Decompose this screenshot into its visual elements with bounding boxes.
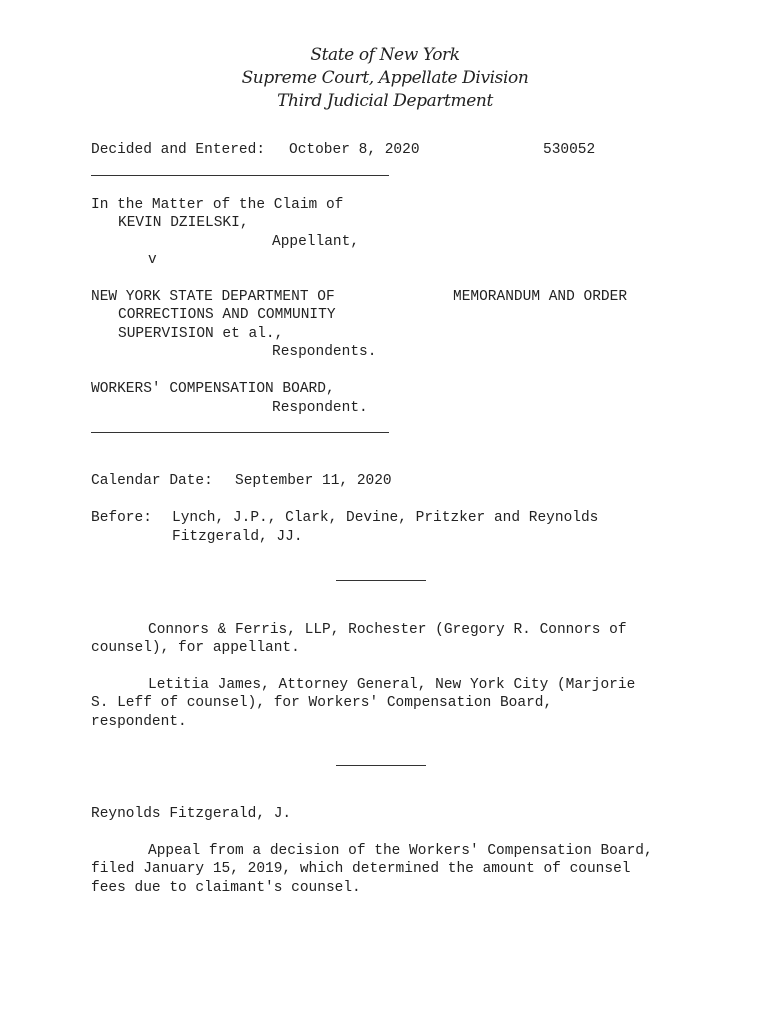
board-counsel-line-3: respondent. — [91, 714, 187, 730]
respondents-role: Respondents. — [272, 344, 377, 360]
opinion-line-1: Appeal from a decision of the Workers' Compensation Board, — [148, 843, 653, 859]
decided-date: October 8, 2020 — [289, 142, 420, 158]
before-label: Before: — [91, 510, 152, 526]
docket-number: 530052 — [543, 142, 596, 158]
respondent-line-2: CORRECTIONS AND COMMUNITY — [118, 307, 336, 323]
board-counsel-line-1: Letitia James, Attorney General, New York City (Marjorie — [148, 677, 636, 693]
board-role: Respondent. — [272, 400, 368, 416]
court-header — [0, 44, 770, 113]
claimant-role: Appellant, — [272, 234, 360, 250]
court-state: State of New York — [310, 45, 460, 65]
court-name: Supreme Court, Appellate Division — [241, 68, 529, 88]
caption-bottom-rule — [91, 432, 389, 433]
caption-matter-line: In the Matter of the Claim of — [91, 197, 344, 213]
caption-top-rule — [91, 175, 389, 176]
board-counsel-line-2: S. Leff of counsel), for Workers' Compensation Board, — [91, 695, 553, 711]
section-divider-1 — [336, 580, 426, 581]
section-divider-2 — [336, 765, 426, 766]
claimant-name: KEVIN DZIELSKI, — [118, 215, 249, 231]
calendar-date: September 11, 2020 — [235, 473, 392, 489]
versus: v — [148, 252, 157, 268]
respondent-line-3: SUPERVISION et al., — [118, 326, 284, 342]
appellant-counsel-line-1: Connors & Ferris, LLP, Rochester (Gregory R. Connors of — [148, 622, 627, 638]
decided-label: Decided and Entered: — [91, 142, 266, 158]
opinion-author: Reynolds Fitzgerald, J. — [91, 806, 292, 822]
board-name: WORKERS' COMPENSATION BOARD, — [91, 381, 335, 397]
panel-line-1: Lynch, J.P., Clark, Devine, Pritzker and Reynolds — [172, 510, 599, 526]
appellant-counsel-line-2: counsel), for appellant. — [91, 640, 300, 656]
opinion-line-2: filed January 15, 2019, which determined the amount of counsel — [91, 861, 631, 877]
panel-line-2: Fitzgerald, JJ. — [172, 529, 303, 545]
opinion-line-3: fees due to claimant's counsel. — [91, 880, 361, 896]
respondent-line-1: NEW YORK STATE DEPARTMENT OF — [91, 289, 335, 305]
calendar-label: Calendar Date: — [91, 473, 213, 489]
court-department: Third Judicial Department — [277, 91, 493, 111]
order-type: MEMORANDUM AND ORDER — [453, 289, 628, 305]
